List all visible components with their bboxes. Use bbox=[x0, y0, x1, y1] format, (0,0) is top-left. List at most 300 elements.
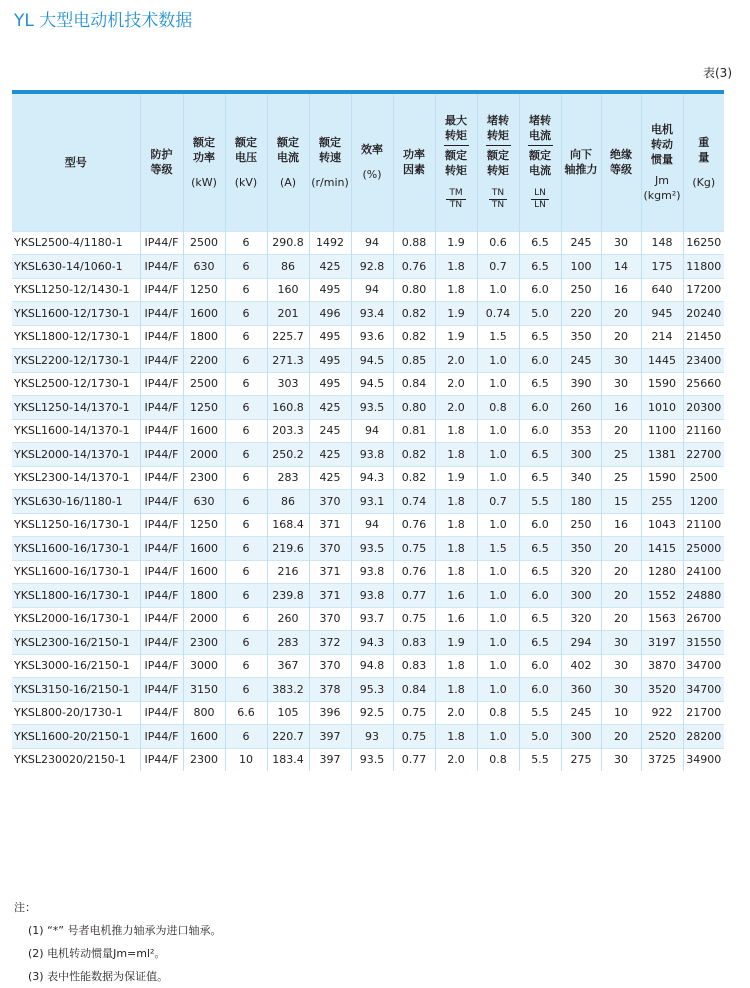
table-cell: 6.5 bbox=[519, 231, 561, 255]
table-number: 表(3) bbox=[703, 66, 732, 80]
table-cell: 1.5 bbox=[477, 325, 519, 349]
table-cell: 20 bbox=[601, 725, 641, 749]
table-cell: 34700 bbox=[683, 654, 724, 678]
table-cell: 1250 bbox=[183, 278, 225, 302]
table-cell: 0.77 bbox=[393, 748, 435, 771]
table-cell: 0.81 bbox=[393, 419, 435, 443]
table-cell: YKSL1800-16/1730-1 bbox=[12, 584, 140, 608]
table-cell: 21100 bbox=[683, 513, 724, 537]
table-cell: 3000 bbox=[183, 654, 225, 678]
table-cell: 94 bbox=[351, 513, 393, 537]
table-cell: 20 bbox=[601, 607, 641, 631]
table-cell: 371 bbox=[309, 560, 351, 584]
table-cell: 1.0 bbox=[477, 466, 519, 490]
table-cell: 6 bbox=[225, 654, 267, 678]
table-cell: 945 bbox=[641, 302, 683, 326]
table-row bbox=[12, 748, 724, 771]
note-item: (1) “*” 号者电机推力轴承为进口轴承。 bbox=[28, 924, 222, 937]
table-cell: 383.2 bbox=[267, 678, 309, 702]
table-cell: 93.5 bbox=[351, 537, 393, 561]
table-cell: YKSL1250-16/1730-1 bbox=[12, 513, 140, 537]
table-cell: 6.0 bbox=[519, 419, 561, 443]
table-cell: 1590 bbox=[641, 372, 683, 396]
table-cell: 1.0 bbox=[477, 443, 519, 467]
table-cell: IP44/F bbox=[140, 302, 183, 326]
table-cell: 495 bbox=[309, 349, 351, 373]
table-cell: 34900 bbox=[683, 748, 724, 771]
table-cell: IP44/F bbox=[140, 419, 183, 443]
table-cell: 168.4 bbox=[267, 513, 309, 537]
table-cell: 30 bbox=[601, 631, 641, 655]
table-cell: 245 bbox=[309, 419, 351, 443]
table-cell: 1.0 bbox=[477, 654, 519, 678]
table-cell: 93.7 bbox=[351, 607, 393, 631]
table-cell: 93.5 bbox=[351, 748, 393, 771]
table-cell: IP44/F bbox=[140, 654, 183, 678]
table-cell: YKSL1600-20/2150-1 bbox=[12, 725, 140, 749]
table-cell: 425 bbox=[309, 466, 351, 490]
table-cell: 94.3 bbox=[351, 631, 393, 655]
table-cell: 1.0 bbox=[477, 725, 519, 749]
table-cell: 283 bbox=[267, 466, 309, 490]
table-cell: 425 bbox=[309, 255, 351, 279]
table-cell: 93.1 bbox=[351, 490, 393, 514]
table-cell: 6.0 bbox=[519, 513, 561, 537]
table-cell: IP44/F bbox=[140, 349, 183, 373]
table-cell: 1.0 bbox=[477, 560, 519, 584]
table-cell: 16 bbox=[601, 396, 641, 420]
table-cell: 94 bbox=[351, 231, 393, 255]
table-cell: 1.9 bbox=[435, 302, 477, 326]
table-cell: 25 bbox=[601, 466, 641, 490]
table-cell: 0.85 bbox=[393, 349, 435, 373]
table-cell: 6.5 bbox=[519, 466, 561, 490]
table-cell: 94.5 bbox=[351, 372, 393, 396]
table-cell: 371 bbox=[309, 584, 351, 608]
table-cell: 25000 bbox=[683, 537, 724, 561]
col-locked-current: 堵转 电流 额定 电流 $\frac{LN}{LN}$ bbox=[519, 94, 561, 231]
table-cell: 5.0 bbox=[519, 302, 561, 326]
table-cell: 370 bbox=[309, 490, 351, 514]
table-cell: 250.2 bbox=[267, 443, 309, 467]
table-cell: 495 bbox=[309, 325, 351, 349]
table-cell: 1.0 bbox=[477, 678, 519, 702]
table-cell: 3520 bbox=[641, 678, 683, 702]
table-row bbox=[12, 725, 724, 749]
table-cell: 6.5 bbox=[519, 325, 561, 349]
table-cell: 1800 bbox=[183, 584, 225, 608]
table-cell: 6.0 bbox=[519, 584, 561, 608]
table-cell: 28200 bbox=[683, 725, 724, 749]
table-cell: 1600 bbox=[183, 537, 225, 561]
col-locked-torque: 堵转 转矩 额定 转矩 $\frac{TN}{TN}$ bbox=[477, 94, 519, 231]
table-cell: 6 bbox=[225, 231, 267, 255]
table-cell: 6 bbox=[225, 678, 267, 702]
table-row bbox=[12, 490, 724, 514]
table-cell: IP44/F bbox=[140, 490, 183, 514]
table-cell: 0.76 bbox=[393, 513, 435, 537]
table-cell: 1552 bbox=[641, 584, 683, 608]
table-cell: 353 bbox=[561, 419, 601, 443]
table-cell: 93.6 bbox=[351, 325, 393, 349]
table-cell: 16 bbox=[601, 278, 641, 302]
table-cell: 2.0 bbox=[435, 372, 477, 396]
col-power-factor: 功率 因素 bbox=[393, 94, 435, 231]
table-cell: 300 bbox=[561, 443, 601, 467]
table-cell: 1.0 bbox=[477, 631, 519, 655]
table-cell: 180 bbox=[561, 490, 601, 514]
table-cell: 800 bbox=[183, 701, 225, 725]
table-cell: IP44/F bbox=[140, 537, 183, 561]
table-cell: YKSL3150-16/2150-1 bbox=[12, 678, 140, 702]
table-cell: 2500 bbox=[183, 372, 225, 396]
table-cell: 21160 bbox=[683, 419, 724, 443]
table-cell: 0.83 bbox=[393, 654, 435, 678]
table-cell: 16 bbox=[601, 513, 641, 537]
table-cell: 495 bbox=[309, 278, 351, 302]
table-row bbox=[12, 302, 724, 326]
table-cell: 160.8 bbox=[267, 396, 309, 420]
table-cell: YKSL2200-12/1730-1 bbox=[12, 349, 140, 373]
table-cell: 1600 bbox=[183, 419, 225, 443]
table-cell: 214 bbox=[641, 325, 683, 349]
table-cell: 371 bbox=[309, 513, 351, 537]
table-cell: 0.76 bbox=[393, 255, 435, 279]
table-cell: 495 bbox=[309, 372, 351, 396]
table-cell: 2000 bbox=[183, 443, 225, 467]
table-cell: YKSL230020/2150-1 bbox=[12, 748, 140, 771]
table-cell: 6 bbox=[225, 513, 267, 537]
table-cell: YKSL2000-16/1730-1 bbox=[12, 607, 140, 631]
table-cell: 496 bbox=[309, 302, 351, 326]
table-cell: YKSL3000-16/2150-1 bbox=[12, 654, 140, 678]
table-cell: 201 bbox=[267, 302, 309, 326]
table-cell: IP44/F bbox=[140, 701, 183, 725]
table-cell: 0.75 bbox=[393, 701, 435, 725]
table-cell: YKSL630-14/1060-1 bbox=[12, 255, 140, 279]
col-insulation: 绝缘 等级 bbox=[601, 94, 641, 231]
table-cell: 105 bbox=[267, 701, 309, 725]
table-row bbox=[12, 325, 724, 349]
table-cell: 1010 bbox=[641, 396, 683, 420]
table-cell: 6 bbox=[225, 560, 267, 584]
table-cell: 2.0 bbox=[435, 748, 477, 771]
table-cell: IP44/F bbox=[140, 443, 183, 467]
table-cell: 6 bbox=[225, 278, 267, 302]
table-cell: 93.8 bbox=[351, 560, 393, 584]
table-cell: 30 bbox=[601, 372, 641, 396]
table-cell: 2520 bbox=[641, 725, 683, 749]
table-cell: 0.7 bbox=[477, 255, 519, 279]
table-cell: 255 bbox=[641, 490, 683, 514]
table-cell: 20 bbox=[601, 584, 641, 608]
table-cell: 6 bbox=[225, 255, 267, 279]
table-row bbox=[12, 396, 724, 420]
table-cell: 93.8 bbox=[351, 443, 393, 467]
table-row bbox=[12, 654, 724, 678]
table-cell: 20 bbox=[601, 325, 641, 349]
table-cell: 372 bbox=[309, 631, 351, 655]
table-cell: 0.82 bbox=[393, 443, 435, 467]
table-cell: 1100 bbox=[641, 419, 683, 443]
table-cell: YKSL1600-16/1730-1 bbox=[12, 537, 140, 561]
table-cell: 6 bbox=[225, 466, 267, 490]
table-cell: 21450 bbox=[683, 325, 724, 349]
table-cell: 2500 bbox=[183, 231, 225, 255]
table-cell: YKSL1250-14/1370-1 bbox=[12, 396, 140, 420]
table-cell: 160 bbox=[267, 278, 309, 302]
table-cell: 23400 bbox=[683, 349, 724, 373]
table-cell: 2300 bbox=[183, 631, 225, 655]
table-row bbox=[12, 466, 724, 490]
table-cell: YKSL1600-16/1730-1 bbox=[12, 560, 140, 584]
table-cell: 290.8 bbox=[267, 231, 309, 255]
table-cell: 6 bbox=[225, 443, 267, 467]
table-cell: IP44/F bbox=[140, 725, 183, 749]
table-cell: 6 bbox=[225, 372, 267, 396]
table-cell: 1250 bbox=[183, 513, 225, 537]
table-cell: 20 bbox=[601, 302, 641, 326]
table-cell: 0.8 bbox=[477, 748, 519, 771]
table-cell: 300 bbox=[561, 725, 601, 749]
table-cell: 260 bbox=[561, 396, 601, 420]
table-cell: 15 bbox=[601, 490, 641, 514]
table-cell: 216 bbox=[267, 560, 309, 584]
table-cell: 370 bbox=[309, 654, 351, 678]
table-cell: 6.5 bbox=[519, 537, 561, 561]
note-item: (2) 电机转动惯量Jm=ml²。 bbox=[28, 947, 166, 960]
table-header bbox=[12, 90, 724, 231]
table-cell: YKSL2500-12/1730-1 bbox=[12, 372, 140, 396]
table-cell: 6 bbox=[225, 631, 267, 655]
table-cell: 6.0 bbox=[519, 654, 561, 678]
table-cell: 0.8 bbox=[477, 396, 519, 420]
table-cell: IP44/F bbox=[140, 255, 183, 279]
table-cell: 6.5 bbox=[519, 372, 561, 396]
table-cell: 100 bbox=[561, 255, 601, 279]
table-cell: 92.5 bbox=[351, 701, 393, 725]
table-cell: 1.8 bbox=[435, 560, 477, 584]
col-current: 额定 电流 (A) bbox=[267, 94, 309, 231]
table-cell: 250 bbox=[561, 278, 601, 302]
table-cell: 6 bbox=[225, 725, 267, 749]
table-cell: 30 bbox=[601, 678, 641, 702]
table-cell: 3150 bbox=[183, 678, 225, 702]
col-max-torque: 最大 转矩 额定 转矩 $\frac{TM}{TN}$ bbox=[435, 94, 477, 231]
table-cell: 6.5 bbox=[519, 560, 561, 584]
table-cell: YKSL2300-14/1370-1 bbox=[12, 466, 140, 490]
table-row bbox=[12, 584, 724, 608]
table-cell: 0.82 bbox=[393, 325, 435, 349]
table-cell: 1.8 bbox=[435, 443, 477, 467]
table-cell: YKSL2500-4/1180-1 bbox=[12, 231, 140, 255]
table-cell: 370 bbox=[309, 607, 351, 631]
table-cell: 220.7 bbox=[267, 725, 309, 749]
table-cell: 425 bbox=[309, 443, 351, 467]
table-cell: 6.6 bbox=[225, 701, 267, 725]
table-cell: 1.9 bbox=[435, 325, 477, 349]
table-cell: 300 bbox=[561, 584, 601, 608]
table-cell: 350 bbox=[561, 537, 601, 561]
table-cell: 397 bbox=[309, 748, 351, 771]
table-cell: 1280 bbox=[641, 560, 683, 584]
table-cell: 94.3 bbox=[351, 466, 393, 490]
table-cell: 1.8 bbox=[435, 654, 477, 678]
table-cell: 6 bbox=[225, 607, 267, 631]
table-cell: IP44/F bbox=[140, 607, 183, 631]
table-cell: 1200 bbox=[683, 490, 724, 514]
table-cell: 2200 bbox=[183, 349, 225, 373]
table-cell: 6.0 bbox=[519, 396, 561, 420]
table-cell: 640 bbox=[641, 278, 683, 302]
table-row bbox=[12, 349, 724, 373]
table-row bbox=[12, 255, 724, 279]
table-cell: 0.84 bbox=[393, 372, 435, 396]
col-model: 型号 bbox=[64, 155, 87, 169]
table-cell: 30 bbox=[601, 654, 641, 678]
table-cell: 93.4 bbox=[351, 302, 393, 326]
table-cell: 0.83 bbox=[393, 631, 435, 655]
table-cell: 6 bbox=[225, 537, 267, 561]
table-cell: 2000 bbox=[183, 607, 225, 631]
table-cell: YKSL2300-16/2150-1 bbox=[12, 631, 140, 655]
table-cell: 30 bbox=[601, 748, 641, 771]
table-cell: 0.84 bbox=[393, 678, 435, 702]
table-cell: IP44/F bbox=[140, 325, 183, 349]
table-cell: 0.74 bbox=[477, 302, 519, 326]
table-cell: 16250 bbox=[683, 231, 724, 255]
table-cell: 425 bbox=[309, 396, 351, 420]
table-cell: 340 bbox=[561, 466, 601, 490]
table-row bbox=[12, 372, 724, 396]
table-cell: 5.0 bbox=[519, 725, 561, 749]
table-cell: IP44/F bbox=[140, 231, 183, 255]
table-cell: 22700 bbox=[683, 443, 724, 467]
table-cell: 2500 bbox=[683, 466, 724, 490]
table-cell: 350 bbox=[561, 325, 601, 349]
table-cell: 1600 bbox=[183, 725, 225, 749]
table-cell: 3725 bbox=[641, 748, 683, 771]
table-row bbox=[12, 278, 724, 302]
table-cell: 0.88 bbox=[393, 231, 435, 255]
table-row bbox=[12, 537, 724, 561]
table-cell: 34700 bbox=[683, 678, 724, 702]
table-cell: 10 bbox=[225, 748, 267, 771]
table-cell: 370 bbox=[309, 537, 351, 561]
table-cell: 6 bbox=[225, 419, 267, 443]
table-cell: 245 bbox=[561, 231, 601, 255]
table-cell: 390 bbox=[561, 372, 601, 396]
table-cell: 3870 bbox=[641, 654, 683, 678]
table-cell: 245 bbox=[561, 701, 601, 725]
table-cell: IP44/F bbox=[140, 513, 183, 537]
table-row bbox=[12, 607, 724, 631]
table-cell: 1445 bbox=[641, 349, 683, 373]
table-cell: 320 bbox=[561, 607, 601, 631]
table-cell: 94 bbox=[351, 278, 393, 302]
col-speed: 额定 转速 (r/min) bbox=[309, 94, 351, 231]
table-cell: IP44/F bbox=[140, 396, 183, 420]
table-cell: 396 bbox=[309, 701, 351, 725]
table-cell: 0.6 bbox=[477, 231, 519, 255]
table-cell: 1.8 bbox=[435, 678, 477, 702]
table-row bbox=[12, 678, 724, 702]
table-cell: 1.0 bbox=[477, 513, 519, 537]
table-cell: 30 bbox=[601, 231, 641, 255]
table-cell: 6.5 bbox=[519, 443, 561, 467]
table-cell: 3197 bbox=[641, 631, 683, 655]
table-cell: 1250 bbox=[183, 396, 225, 420]
table-cell: 294 bbox=[561, 631, 601, 655]
table-cell: 10 bbox=[601, 701, 641, 725]
table-cell: 6 bbox=[225, 396, 267, 420]
table-cell: 320 bbox=[561, 560, 601, 584]
table-cell: IP44/F bbox=[140, 372, 183, 396]
table-cell: 1800 bbox=[183, 325, 225, 349]
col-efficiency: 效率 (%) bbox=[351, 94, 393, 231]
table-cell: 630 bbox=[183, 490, 225, 514]
table-cell: 1.8 bbox=[435, 537, 477, 561]
table-cell: 303 bbox=[267, 372, 309, 396]
table-cell: 1.6 bbox=[435, 584, 477, 608]
table-cell: 1.8 bbox=[435, 513, 477, 537]
table-cell: 203.3 bbox=[267, 419, 309, 443]
table-cell: 0.7 bbox=[477, 490, 519, 514]
table-cell: 95.3 bbox=[351, 678, 393, 702]
table-cell: 1.5 bbox=[477, 537, 519, 561]
note-item: (3) 表中性能数据为保证值。 bbox=[28, 970, 169, 983]
table-cell: 1.9 bbox=[435, 231, 477, 255]
table-cell: IP44/F bbox=[140, 584, 183, 608]
table-cell: 6.0 bbox=[519, 349, 561, 373]
table-cell: 0.75 bbox=[393, 725, 435, 749]
table-cell: 20 bbox=[601, 419, 641, 443]
table-cell: 6 bbox=[225, 490, 267, 514]
table-cell: 1.9 bbox=[435, 466, 477, 490]
table-row bbox=[12, 419, 724, 443]
table-cell: YKSL800-20/1730-1 bbox=[12, 701, 140, 725]
table-cell: 6 bbox=[225, 584, 267, 608]
table-cell: 2.0 bbox=[435, 701, 477, 725]
table-cell: 1.9 bbox=[435, 631, 477, 655]
table-cell: 30 bbox=[601, 349, 641, 373]
table-cell: 94.8 bbox=[351, 654, 393, 678]
table-cell: 0.74 bbox=[393, 490, 435, 514]
table-cell: 6.5 bbox=[519, 631, 561, 655]
col-weight: 重 量 (Kg) bbox=[683, 94, 724, 231]
table-row bbox=[12, 631, 724, 655]
table-cell: 1492 bbox=[309, 231, 351, 255]
table-cell: 1.6 bbox=[435, 607, 477, 631]
table-cell: 283 bbox=[267, 631, 309, 655]
table-cell: 1043 bbox=[641, 513, 683, 537]
table-cell: IP44/F bbox=[140, 631, 183, 655]
table-cell: 175 bbox=[641, 255, 683, 279]
table-cell: 93.5 bbox=[351, 396, 393, 420]
table-cell: 367 bbox=[267, 654, 309, 678]
table-cell: 360 bbox=[561, 678, 601, 702]
table-cell: 17200 bbox=[683, 278, 724, 302]
table-cell: YKSL1250-12/1430-1 bbox=[12, 278, 140, 302]
table-cell: 6.5 bbox=[519, 255, 561, 279]
col-inertia: 电机 转动 惯量 Jm (kgm²) bbox=[641, 94, 683, 231]
table-cell: 11800 bbox=[683, 255, 724, 279]
table-cell: 245 bbox=[561, 349, 601, 373]
table-cell: 2300 bbox=[183, 748, 225, 771]
col-voltage: 额定 电压 (kV) bbox=[225, 94, 267, 231]
table-cell: 6.0 bbox=[519, 278, 561, 302]
table-row bbox=[12, 560, 724, 584]
